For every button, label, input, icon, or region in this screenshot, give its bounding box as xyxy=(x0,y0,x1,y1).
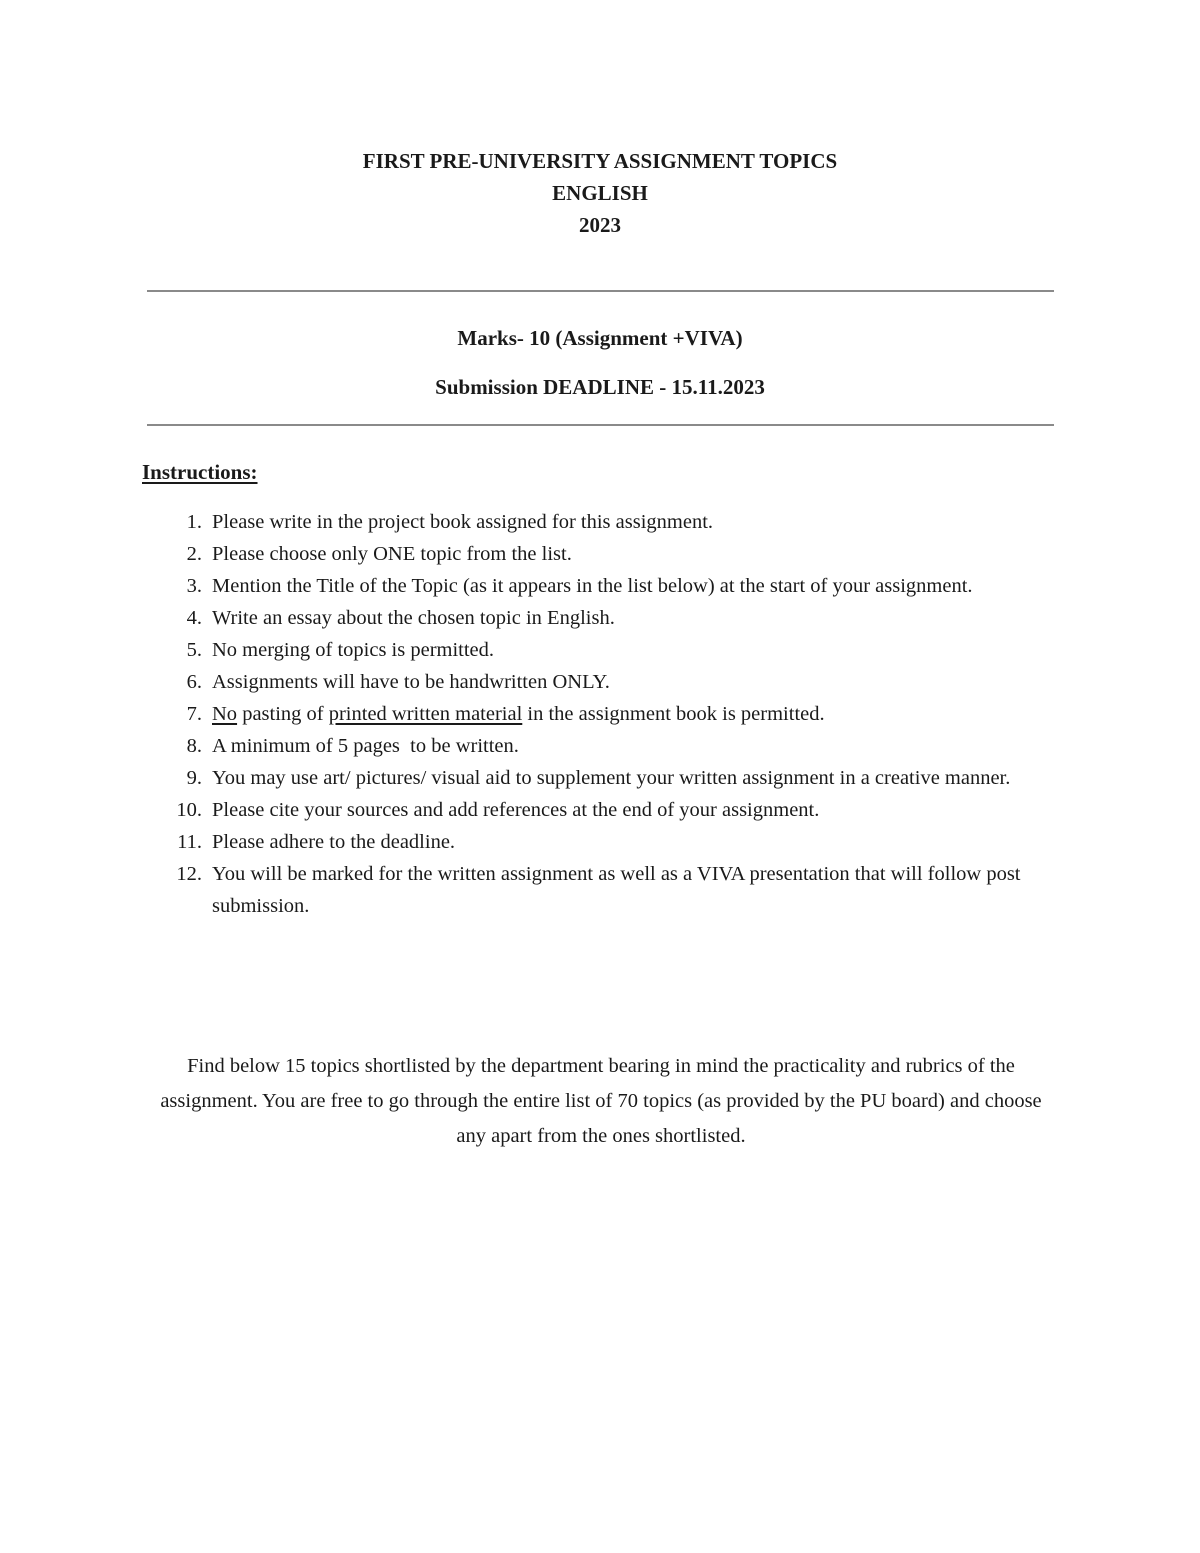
list-item xyxy=(142,698,1042,730)
list-item xyxy=(142,602,1042,634)
list-item-number: 7. xyxy=(186,703,202,725)
list-item xyxy=(142,858,1042,922)
top-divider xyxy=(147,290,1054,292)
deadline-line: Submission DEADLINE - 15.11.2023 xyxy=(435,375,765,399)
list-item-number: 2. xyxy=(186,543,202,565)
list-item-number: 6. xyxy=(186,671,202,693)
list-item-text: Please choose only ONE topic from the list. xyxy=(212,543,572,565)
document-title-block xyxy=(0,145,1200,241)
list-item-text-segment: pasting of xyxy=(237,703,329,725)
list-item-text: Mention the Title of the Topic (as it appears in the list below) at the start of your assignment. xyxy=(212,575,973,597)
list-item-text-segment: in the assignment book is permitted. xyxy=(522,703,825,725)
list-item-text: Please cite your sources and add references at the end of your assignment. xyxy=(212,799,820,821)
list-item-text: Assignments will have to be handwritten ONLY. xyxy=(212,671,610,693)
list-item-number: 9. xyxy=(186,767,202,789)
document-title: FIRST PRE-UNIVERSITY ASSIGNMENT TOPICS xyxy=(362,149,838,173)
list-item-number: 1. xyxy=(186,511,202,533)
list-item xyxy=(142,826,1042,858)
list-item-number: 12. xyxy=(176,863,202,885)
document-subject: ENGLISH xyxy=(552,181,648,205)
underlined-printed-material: printed written material xyxy=(328,703,523,725)
instructions-list xyxy=(142,506,1042,922)
list-item-text: You may use art/ pictures/ visual aid to supplement your written assignment in a creative manner. xyxy=(212,767,1011,789)
list-item-text: You will be marked for the written assignment as well as a VIVA presentation that will follow post submission. xyxy=(212,863,1021,917)
bottom-divider xyxy=(147,424,1054,426)
list-item xyxy=(142,538,1042,570)
list-item-number: 11. xyxy=(177,831,202,853)
list-item-text: Please adhere to the deadline. xyxy=(212,831,456,853)
list-item xyxy=(142,666,1042,698)
list-item-number: 5. xyxy=(186,639,202,661)
list-item xyxy=(142,570,1042,602)
list-item-number: 3. xyxy=(186,575,202,597)
list-item-text: Please write in the project book assigned for this assignment. xyxy=(212,511,714,533)
instructions-heading: Instructions: xyxy=(142,460,258,484)
closing-paragraph: Find below 15 topics shortlisted by the department bearing in mind the practicality and rubrics of the assignment. You are free to go through the entire list of 70 topics (as provided by the PU board) and choose any apart from the ones shortlisted. xyxy=(160,1055,1042,1147)
list-item xyxy=(142,730,1042,762)
list-item xyxy=(142,634,1042,666)
list-item-text: A minimum of 5 pages to be written. xyxy=(212,735,519,757)
document-year: 2023 xyxy=(579,213,621,237)
list-item xyxy=(142,794,1042,826)
list-item-text: Write an essay about the chosen topic in English. xyxy=(212,607,615,629)
list-item-number: 8. xyxy=(186,735,202,757)
marks-line: Marks- 10 (Assignment +VIVA) xyxy=(457,326,743,350)
list-item xyxy=(142,762,1042,794)
underlined-no: No xyxy=(212,703,238,725)
list-item-text: No merging of topics is permitted. xyxy=(212,639,495,661)
list-item-text xyxy=(212,703,825,725)
list-item xyxy=(142,506,1042,538)
list-item-number: 4. xyxy=(186,607,202,629)
list-item-number: 10. xyxy=(176,799,202,821)
